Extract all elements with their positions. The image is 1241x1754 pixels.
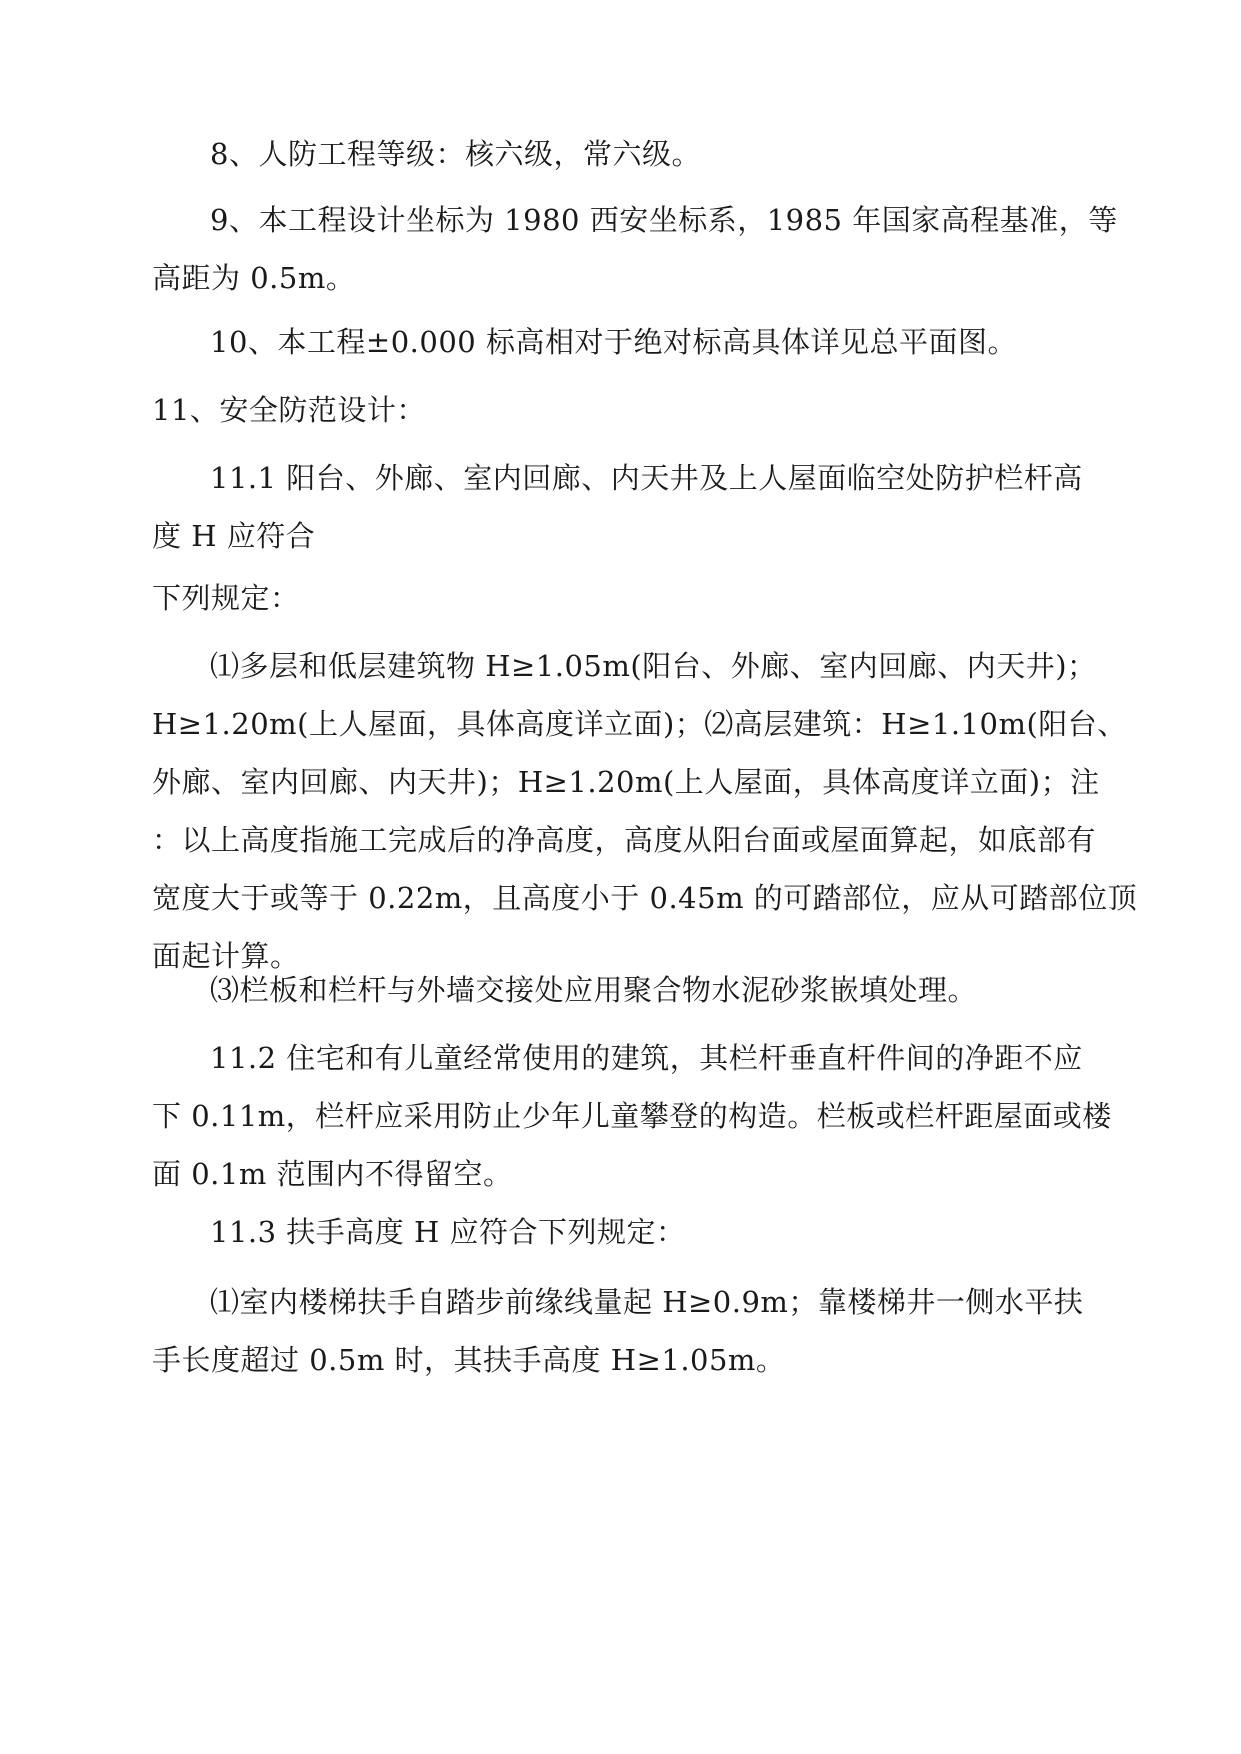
text-line: 11.3 扶手高度 H 应符合下列规定： <box>210 1215 686 1249</box>
text-line: 11、安全防范设计： <box>152 393 426 427</box>
paragraph-item-8 <box>152 125 1082 183</box>
text-line: 9、本工程设计坐标为 1980 西安坐标系，1985 年国家高程基准，等 <box>210 203 1118 237</box>
text-line: 10、本工程±0.000 标高相对于绝对标高具体详见总平面图。 <box>210 325 1017 359</box>
text-line: ⑶栏板和栏杆与外墙交接处应用聚合物水泥砂浆嵌填处理。 <box>210 973 978 1007</box>
text-line: ：以上高度指施工完成后的净高度，高度从阳台面或屋面算起，如底部有 <box>152 823 1097 857</box>
paragraph-item-11-2 <box>152 1029 1112 1203</box>
text-line: 下 0.11m，栏杆应采用防止少年儿童攀登的构造。栏板或栏杆距屋面或楼 <box>152 1099 1112 1133</box>
text-line: 11.2 住宅和有儿童经常使用的建筑，其栏杆垂直杆件间的净距不应 <box>210 1041 1083 1075</box>
text-line: ⑴室内楼梯扶手自踏步前缘线量起 H≥0.9m；靠楼梯井一侧水平扶 <box>210 1285 1084 1319</box>
paragraph-item-11-1 <box>152 449 1082 565</box>
section-heading-11 <box>152 381 1082 439</box>
text-line: 宽度大于或等于 0.22m，且高度小于 0.45m 的可踏部位，应从可踏部位顶 <box>152 881 1138 915</box>
text-line: 手长度超过 0.5m 时，其扶手高度 H≥1.05m。 <box>152 1343 786 1377</box>
text-line: 下列规定： <box>152 581 300 615</box>
text-line: 外廊、室内回廊、内天井)；H≥1.20m(上人屋面，具体高度详立面)；注 <box>152 765 1100 799</box>
paragraph-item-3 <box>152 961 1082 1019</box>
text-line: 度 H 应符合 <box>152 519 316 553</box>
paragraph-item-10 <box>152 313 1082 371</box>
text-line: 11.1 阳台、外廊、室内回廊、内天井及上人屋面临空处防护栏杆高 <box>210 461 1083 495</box>
paragraph-railing-rules <box>152 637 1138 985</box>
text-line: 高距为 0.5m。 <box>152 261 356 295</box>
text-line: H≥1.20m(上人屋面，具体高度详立面)；⑵高层建筑：H≥1.10m(阳台、 <box>152 707 1127 741</box>
text-line: 面 0.1m 范围内不得留空。 <box>152 1157 513 1191</box>
text-line: ⑴多层和低层建筑物 H≥1.05m(阳台、外廊、室内回廊、内天井)； <box>210 649 1097 683</box>
paragraph-item-11-3 <box>152 1203 1082 1261</box>
paragraph-item-9 <box>152 191 1118 307</box>
text-line: 面起计算。 <box>152 939 300 973</box>
paragraph-handrail-rules <box>152 1273 1082 1389</box>
paragraph-continuation <box>152 569 1082 627</box>
text-line: 8、人防工程等级：核六级，常六级。 <box>210 137 701 171</box>
